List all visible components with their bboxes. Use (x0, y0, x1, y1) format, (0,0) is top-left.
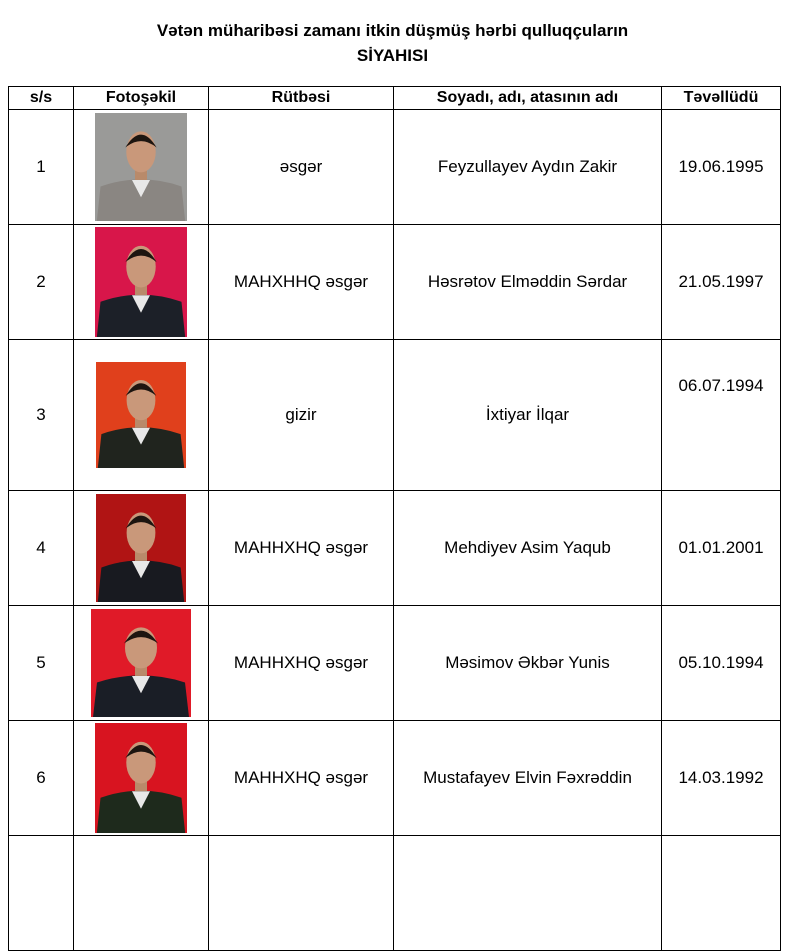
rank-cell: gizir (209, 340, 394, 491)
name-cell: İxtiyar İlqar (394, 340, 662, 491)
document-subtitle: SİYAHISI (356, 46, 429, 65)
document-title: Vətən müharibəsi zamanı itkin düşmüş hərbi qulluqçuların (156, 21, 629, 40)
table-row (9, 721, 781, 836)
row-number: 2 (9, 225, 74, 340)
rank-cell: MAHHXHQ əsgər (209, 606, 394, 721)
row-number: 6 (9, 721, 74, 836)
table-header-row (9, 87, 781, 110)
row-number: 4 (9, 491, 74, 606)
row-number: 5 (9, 606, 74, 721)
column-header-rank: Rütbəsi (209, 87, 394, 110)
portrait-photo (96, 362, 186, 468)
photo-cell (74, 110, 209, 225)
table-row (9, 606, 781, 721)
column-header-number: s/s (9, 87, 74, 110)
row-number: 3 (9, 340, 74, 491)
name-cell: Mehdiyev Asim Yaqub (394, 491, 662, 606)
rank-cell: MAHHXHQ əsgər (209, 491, 394, 606)
birthdate-cell: 19.06.1995 (662, 110, 781, 225)
column-header-birthdate: Təvəllüdü (662, 87, 781, 110)
name-cell: Məsimov Əkbər Yunis (394, 606, 662, 721)
name-cell: Feyzullayev Aydın Zakir (394, 110, 662, 225)
photo-cell (74, 606, 209, 721)
rank-cell: əsgər (209, 110, 394, 225)
portrait-photo (91, 609, 191, 717)
portrait-photo (96, 494, 186, 602)
rank-cell: MAHHXHQ əsgər (209, 721, 394, 836)
birthdate-cell: 05.10.1994 (662, 606, 781, 721)
column-header-name: Soyadı, adı, atasının adı (394, 87, 662, 110)
portrait-photo (95, 723, 187, 833)
portrait-photo (95, 113, 187, 221)
name-cell: Mustafayev Elvin Fəxrəddin (394, 721, 662, 836)
personnel-table (8, 86, 781, 951)
birthdate-cell: 21.05.1997 (662, 225, 781, 340)
photo-cell (74, 491, 209, 606)
photo-cell (74, 721, 209, 836)
table-row (9, 340, 781, 491)
table-row (9, 225, 781, 340)
table-row (9, 491, 781, 606)
table-row-partial (9, 836, 781, 951)
name-cell: Həsrətov Elməddin Sərdar (394, 225, 662, 340)
portrait-photo (95, 227, 187, 337)
column-header-photo: Fotoşəkil (74, 87, 209, 110)
birthdate-cell: 01.01.2001 (662, 491, 781, 606)
photo-cell (74, 340, 209, 491)
birthdate-cell: 06.07.1994 (662, 340, 781, 491)
photo-cell (74, 225, 209, 340)
table-row (9, 110, 781, 225)
rank-cell: MAHXHHQ əsgər (209, 225, 394, 340)
birthdate-cell: 14.03.1992 (662, 721, 781, 836)
row-number: 1 (9, 110, 74, 225)
